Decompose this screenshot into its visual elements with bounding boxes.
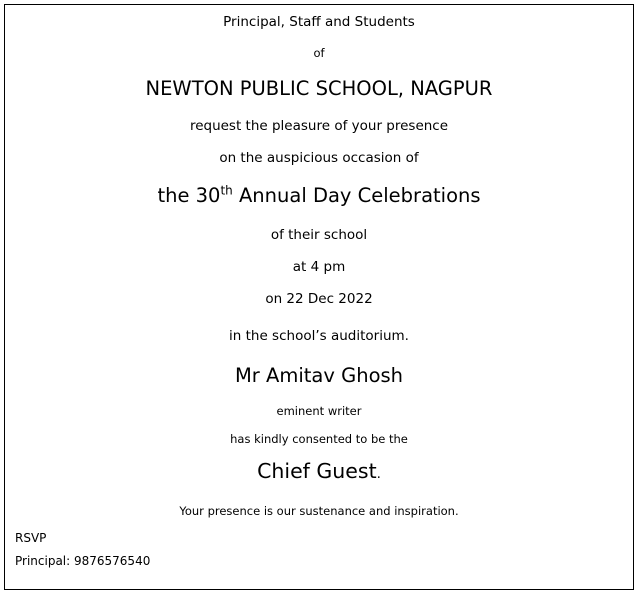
consent-line: has kindly consented to be the xyxy=(230,432,408,446)
event-ordinal: th xyxy=(220,183,233,198)
host-line: Principal, Staff and Students xyxy=(223,14,415,30)
school-name: NEWTON PUBLIC SCHOOL, NAGPUR xyxy=(145,77,493,100)
event-title xyxy=(5,183,633,207)
venue-line: in the school’s auditorium. xyxy=(229,328,409,344)
closing-line: Your presence is our sustenance and inspiration. xyxy=(179,504,459,518)
role-period: . xyxy=(376,466,381,482)
date-line: on 22 Dec 2022 xyxy=(265,291,373,307)
chief-guest-line xyxy=(5,461,633,482)
guest-name: Mr Amitav Ghosh xyxy=(234,364,404,387)
time-line: at 4 pm xyxy=(292,259,346,275)
of-their-school-line: of their school xyxy=(270,227,368,243)
rsvp-contact: Principal: 9876576540 xyxy=(15,554,151,568)
request-line: request the pleasure of your presence xyxy=(189,118,449,134)
event-suffix: Annual Day Celebrations xyxy=(232,184,481,207)
occasion-intro-line: on the auspicious occasion of xyxy=(219,150,419,166)
rsvp-label: RSVP xyxy=(15,531,47,545)
guest-title: eminent writer xyxy=(276,404,362,418)
event-prefix: the 30 xyxy=(157,184,221,207)
invitation-card xyxy=(4,4,634,590)
of-line: of xyxy=(313,46,325,60)
role: Chief Guest xyxy=(257,459,377,483)
